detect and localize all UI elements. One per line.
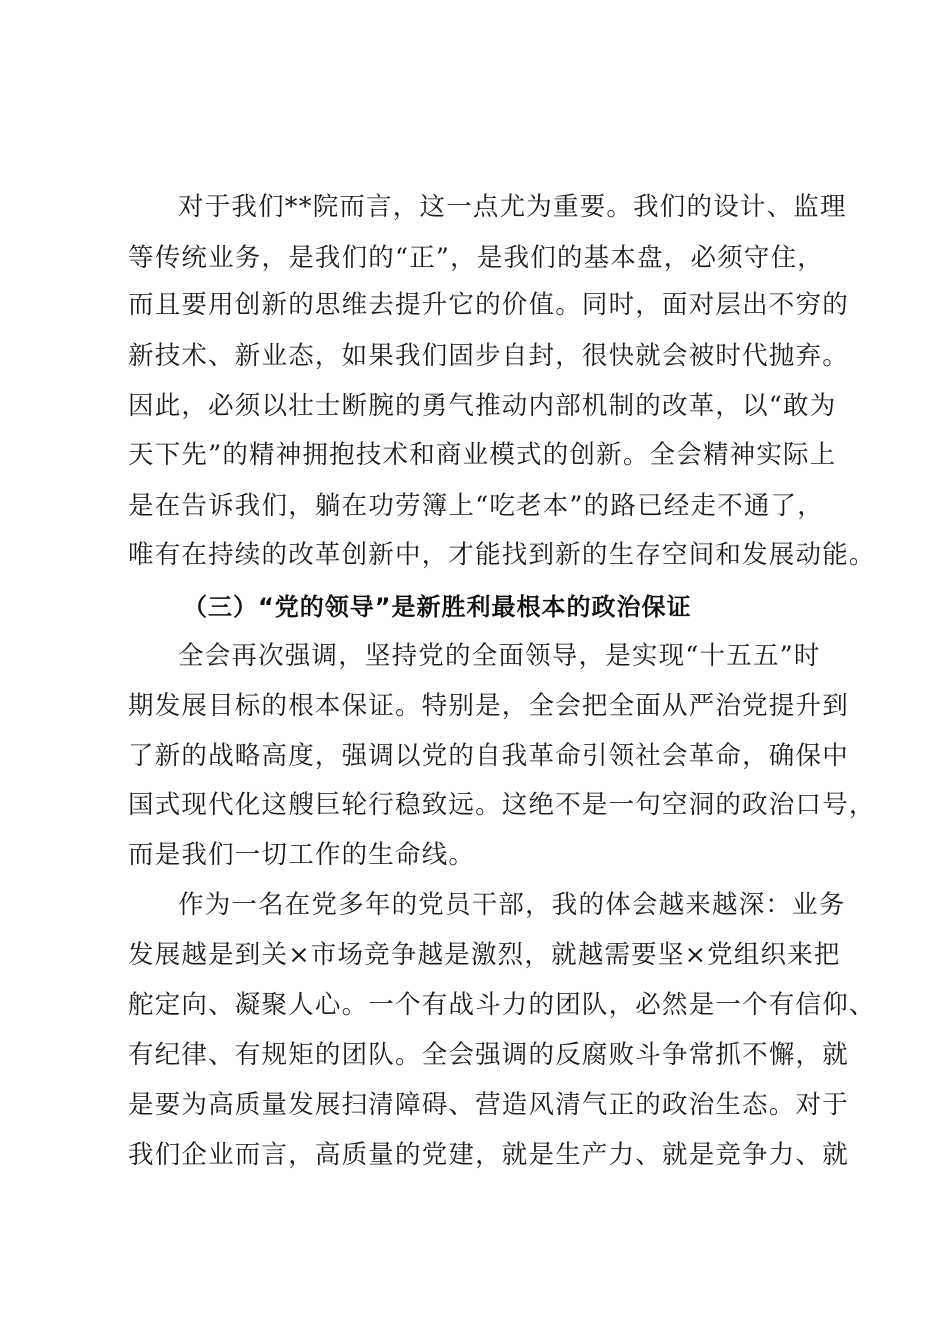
paragraph-line: 而且要用创新的思维去提升它的价值。同时，面对层出不穷的 [128,290,849,320]
paragraph-line: 新技术、新业态，如果我们固步自封，很快就会被时代抛弃。 [128,341,849,371]
paragraph-line: 有纪律、有规矩的团队。全会强调的反腐败斗争常抓不懈，就 [128,1040,849,1070]
paragraph-line: 作为一名在党多年的党员干部，我的体会越来越深：业务 [178,890,846,920]
paragraph-line: 唯有在持续的改革创新中，才能找到新的生存空间和发展动能。 [128,540,876,570]
section-heading: （三）“党的领导”是新胜利最根本的政治保证 [183,593,692,621]
paragraph-line: 天下先”的精神拥抱技术和商业模式的创新。全会精神实际上 [128,440,837,470]
paragraph-line: 舵定向、凝聚人心。一个有战斗力的团队，必然是一个有信仰、 [128,990,876,1020]
paragraph-line: 而是我们一切工作的生命线。 [128,840,476,870]
paragraph-line: 等传统业务，是我们的“正”，是我们的基本盘，必须守住， [128,243,824,273]
paragraph-line: 全会再次强调，坚持党的全面领导，是实现“十五五”时 [178,641,821,671]
paragraph-line: 了新的战略高度，强调以党的自我革命引领社会革命，确保中 [128,741,849,771]
paragraph-line: 是要为高质量发展扫清障碍、营造风清气正的政治生态。对于 [128,1090,849,1120]
paragraph-line: 期发展目标的根本保证。特别是，全会把全面从严治党提升到 [128,691,849,721]
paragraph-line: 发展越是到关×市场竞争越是激烈，就越需要坚×党组织来把 [128,940,841,970]
paragraph-line: 因此，必须以壮士断腕的勇气推动内部机制的改革，以“敢为 [128,391,837,421]
paragraph-line: 是在告诉我们，躺在功劳簿上“吃老本”的路已经走不通了， [128,491,824,521]
paragraph-line: 国式现代化这艘巨轮行稳致远。这绝不是一句空洞的政治口号， [128,790,876,820]
paragraph-line: 我们企业而言，高质量的党建，就是生产力、就是竞争力、就 [128,1140,849,1170]
paragraph-line: 对于我们**院而言，这一点尤为重要。我们的设计、监理 [178,192,847,222]
